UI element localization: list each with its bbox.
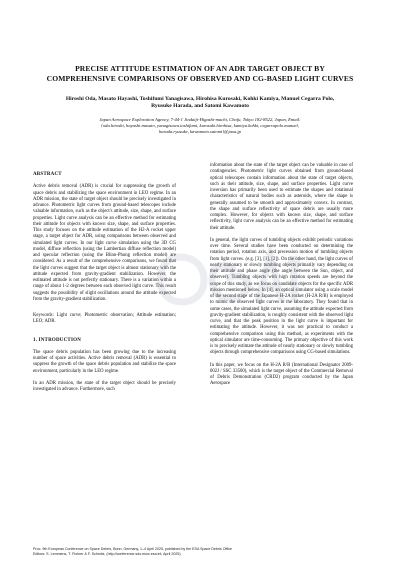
abstract-body: Active debris removal (ADR) is crucial for suppressing the growth of space debris and stabilizing the space environment in LEO regime. In an ADR mission, the state of target object should be precisely investigated in advance. Photometric light curves from ground-based telescopes include valuable information, such as the object's attitude, size, shape, and surface properties. Light curve analysis can be an effective method for estimating their attitude for objects with known size, shape, and surface properties. This study focuses on the attitude estimation of the H2-A rocket upper stage, a target object for ADR, using comparisons between observed and simulated light curves. In our light curve simulation using the 3D CG model, diffuse reflection (using the Lambertian diffuse reflection model) and specular reflection (using the Blinn-Phong reflection model) are considered. As a result of the comprehensive comparisons, we found that the light curves suggest that the target object is almost stationary with the attitude expected from gravity-gradient stabilization. However, the estimated attitude is not perfectly stationary. There is a variation within a range of about 1-2 degrees between each observed light curve. This result suggests the possibility of slight oscillations around the attitude expected from the gravity-gradient stabilization.	[33, 184, 176, 302]
page-footer	[33, 547, 373, 557]
paper-title	[40, 64, 360, 84]
introduction-heading: 1. INTRODUCTION	[33, 337, 82, 343]
conference-watermark-logo	[150, 232, 310, 322]
author-list	[40, 96, 360, 110]
abstract-heading: ABSTRACT	[33, 172, 62, 177]
authors-line-2: Ryusuke Harada, and Satomi Kawamoto	[151, 103, 249, 109]
title-line-2: COMPREHENSIVE COMPARISONS OF OBSERVED AND CG-BASED LIGHT CURVES	[46, 74, 354, 83]
footer-line-1: Proc. 9th European Conference on Space Debris, Bonn, Germany, 1–4 April 2025, published by the ESA Space Debris Office	[33, 547, 233, 551]
keywords: Keywords: Light curve; Photometric observation; Attitude estimation; LEO; ADR.	[33, 313, 176, 325]
footer-line-2: Editors: S. Lemmens, T. Flohrer & F. Schmitz, (http://conference.sdo.esoc.esa.int, April 2025)	[33, 552, 181, 556]
affiliation-line-1: Japan Aerospace Exploration Agency, 7-44-1 Jindaiji-Higashi-machi, Chofu, Tokyo 182-8522, Japan, Email:	[99, 117, 301, 122]
authors-line-1: Hiroshi Oda, Masato Hayashi, Toshifumi Yanagisawa, Hirohisa Kurosaki, Kohki Kamiya, Manuel Cegarra Polo,	[65, 96, 335, 102]
intro-paragraph-3: information about the state of the target object can be valuable in case of contingencies. Photometric light curves obtained from ground-based optical telescopes contain information about the state of target objects, such as their attitude, size, shape, and surface properties. Light curve inversion has primarily been used to estimate the shapes and rotational characteristics of natural bodies such as asteroids, where the shape is generally assumed to be smooth and approximately convex. In contrast, the shape and surface reflectivity of space debris are usually more complex. However, for objects with known size, shape, and surface reflectivity, light curve analysis can be an effective method for estimating their attitude.	[210, 163, 353, 231]
intro-paragraph-1: The space debris population has been growing due to the increasing number of space activities. Active debris removal (ADR) is essential to suppress the growth of the space debris population and stabilize the space environment, particularly in the LEO regime.	[33, 349, 176, 374]
intro-paragraph-5: In this paper, we focus on the H-2A R/B (International Designator 2009-002J / SSC 33500), which is the target object of the Commercial Removal of Debris Demonstration (CRD2) program conducted by the Japan Aerospace	[210, 362, 353, 387]
affiliation	[40, 117, 360, 136]
intro-paragraph-2: In an ADR mission, the state of the target object should be precisely investigated in advance. Furthermore, such	[33, 380, 176, 392]
affiliation-line-2: {oda.hiroshi, hayashi.masato, yanagisawa.toshifumi, kurosaki.hirohisa, kamiya.kohki, cegarrapolo.manuel,	[101, 123, 299, 129]
title-line-1: PRECISE ATTITUDE ESTIMATION OF AN ADR TARGET OBJECT BY	[75, 64, 325, 73]
intro-paragraph-4: In general, the light curves of tumbling objects exhibit periodic variations over time. Several studies have been conducted on determining the rotation period, rotation axis, and precession motion of tumbling objects from light curves. (e.g. [3], [1], [2]). On the other hand, the light curves of nearly stationary or slowly tumbling objects primarily vary depending on their attitude and phase angle (the angle between the Sun, object, and observer). Tumbling objects with high rotation speeds are beyond the scope of this study, as we focus on candidate objects for the specific ADR mission mentioned below. In [4], an optical simulator using a scale model of the second stage of the Japanese H-2A rocket (H-2A R/B) is employed to mimic the observed light curves in the laboratory. They found that in some cases, the simulated light curve, assuming the attitude expected from gravity-gradient stabilization, is roughly consistent with the observed light curve, and that the peak position in the light curve is important for estimating the attitude. However, it was not practical to conduct a comprehensive comparison using this method, as experiments with the optical simulator are time-consuming. The primary objective of this work is to precisely estimate the attitude of nearly stationary or slowly tumbling objects through comprehensive comparisons using CG-based simulations.	[210, 237, 353, 356]
affiliation-line-3: harada.ryusuke, kawamoto.satomi}@jaxa.jp	[159, 129, 241, 135]
